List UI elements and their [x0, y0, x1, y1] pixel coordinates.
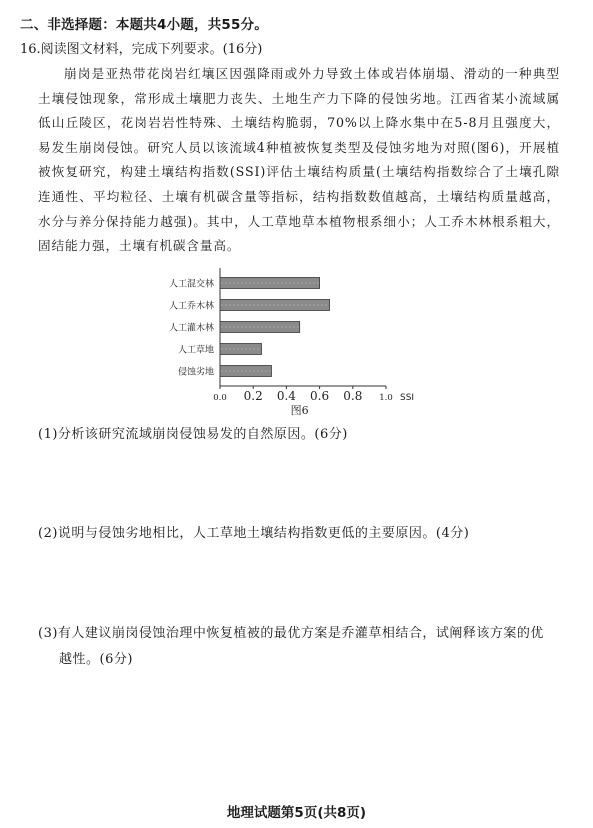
category-label-4: 侵蚀劣地	[177, 367, 214, 378]
subquestion-1: (1)分析该研究流域崩岗侵蚀易发的自然原因。(6分)	[38, 427, 348, 442]
category-label-1: 人工乔木林	[168, 301, 214, 312]
x-tick-label-1: 0.2	[243, 389, 263, 403]
subquestion-3-line1: (3)有人建议崩岗侵蚀治理中恢复植被的最优方案是乔灌草相结合，试阐释该方案的优	[38, 626, 544, 641]
figure-caption: 图6	[290, 404, 309, 417]
ssi-bar-chart	[150, 264, 440, 424]
x-tick-label-0: 0.0	[213, 393, 227, 403]
x-tick-label-2: 0.4	[276, 389, 296, 403]
subquestion-2: (2)说明与侵蚀劣地相比，人工草地土壤结构指数更低的主要原因。(4分)	[38, 526, 470, 541]
x-tick-label-5: 1.0	[379, 393, 393, 403]
x-axis-label: SSI	[400, 393, 415, 403]
x-tick-label-4: 0.8	[343, 389, 363, 403]
bar-2	[220, 322, 300, 333]
category-label-0: 人工混交林	[168, 279, 214, 290]
reading-passage: 崩岗是亚热带花岗岩红壤区因强降雨或外力导致土体或岩体崩塌、滑动的一种典型土壤侵蚀现象，常形成土壤肥力丧失、土地生产力下降的侵蚀劣地。江西省某小流域属低山丘陵区，花岗岩岩性特殊、土壤结构脆弱，70%以上降水集中在5-8月且强度大，易发生崩岗侵蚀。研究人员以该流域4种植被恢复类型及侵蚀劣地为对照(图6)，开展植被恢复研究，构建土壤结构指数(SSI)评估土壤结构质量(土壤结构指数综合了土壤孔隙连通性、平均粒径、土壤有机碳含量等指标，结构指数数值越高，土壤结构质量越高，水分与养分保持能力越强)。其中，人工草地草本植物根系细小；人工乔木林根系粗大，固结能力强，土壤有机碳含量高。	[38, 66, 560, 254]
category-label-2: 人工灌木林	[168, 323, 214, 334]
section-heading: 二、非选择题：本题共4小题，共55分。	[20, 17, 268, 33]
page-footer: 地理试题第5页(共8页)	[226, 805, 367, 821]
question-stem: 16.阅读图文材料，完成下列要求。(16分)	[20, 42, 263, 57]
x-tick-label-3: 0.6	[310, 389, 330, 403]
ssi-bar-chart-svg	[150, 264, 440, 424]
category-label-3: 人工草地	[177, 345, 214, 356]
subquestion-3	[38, 621, 568, 673]
subquestion-3-line2: 越性。(6分)	[59, 652, 133, 667]
